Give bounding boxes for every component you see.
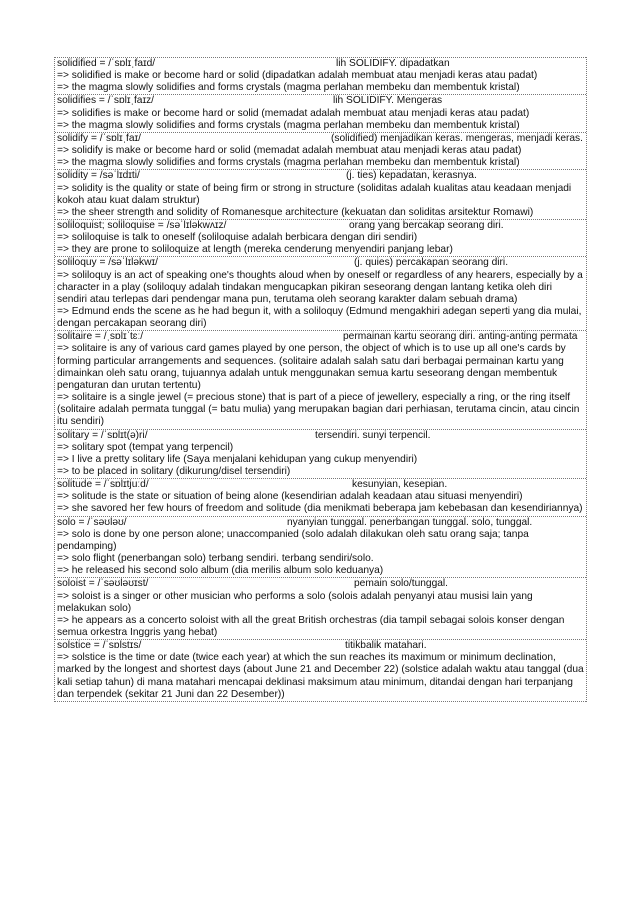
entry-translation: titikbalik matahari. (345, 640, 427, 652)
dictionary-entry (55, 220, 586, 257)
entry-example-line: => solitaire is a single jewel (= precious stone) that is part of a piece of jewellery, especially a ring, or the ring itself (solitaire adalah permata tunggal (= batu mulia) yang merupakan bagian dari perhiasan, terutama cincin, atau cincin itu sendiri) (57, 392, 580, 428)
dictionary-entry (55, 331, 586, 429)
entry-header (57, 220, 584, 232)
entry-headword: solidity = /səˈlɪdɪti/ (57, 170, 140, 182)
entry-translation: lih SOLIDIFY. dipadatkan (336, 58, 450, 69)
entry-headword: soloist = /ˈsəʊləʊɪst/ (57, 578, 149, 590)
entry-example-line: => the magma slowly solidifies and forms crystals (magma perlahan membeku dan membentuk kristal) (57, 82, 520, 94)
entry-example-line: => she savored her few hours of freedom and solitude (dia menikmati beberapa jam kebebasan dan kesendiriannya) (57, 503, 583, 515)
dictionary-entry (55, 640, 586, 702)
entry-example-line: => I live a pretty solitary life (Saya menjalani kehidupan yang cukup menyendiri) (57, 453, 418, 465)
entry-example-line: => the magma slowly solidifies and forms crystals (magma perlahan membeku dan membentuk kristal) (57, 157, 520, 169)
entry-header (57, 170, 584, 182)
entry-example-line: => soliloquise is talk to oneself (soliloquise adalah berbicara dengan diri sendiri) (57, 232, 418, 244)
entry-header (57, 257, 584, 269)
entry-header (57, 58, 584, 70)
entry-example-line: => the sheer strength and solidity of Romanesque architecture (kekuatan dan soliditas arsitektur Romawi) (57, 206, 534, 218)
entry-headword: solstice = /ˈsɒlstɪs/ (57, 640, 142, 652)
dictionary-entry (55, 578, 586, 640)
entry-header (57, 517, 584, 529)
entry-example-line: => Edmund ends the scene as he had begun it, with a soliloquy (Edmund mengakhiri adegan seperti yang dia mulai, dengan percakapan seorang diri) (57, 306, 582, 330)
entry-translation: lih SOLIDIFY. Mengeras (333, 95, 443, 107)
entry-headword: solidify = /ˈsɒlɪˌfaɪ/ (57, 132, 141, 144)
entry-example-line: => the magma slowly solidifies and forms crystals (magma perlahan membeku dan membentuk kristal) (57, 119, 520, 131)
dictionary-document (54, 57, 587, 702)
entry-example-line: => solstice is the time or date (twice each year) at which the sun reaches its maximum or minimum declination, marked by the longest and shortest days (about June 21 and December 22) (solstice adalah waktu atau tanggal (dua kali setiap tahun) di mana matahari mencapai deklinasi maksimum atau minimum, ditandai dengan hari terpanjang dan terpendek (sekitar 21 Juni dan 22 Desember)) (57, 652, 584, 700)
entry-example-line: => solo is done by one person alone; unaccompanied (solo adalah dilakukan oleh satu orang saja; tanpa pendamping) (57, 528, 529, 552)
entry-header (57, 430, 584, 442)
entry-translation: (solidified) menjadikan keras. mengeras, menjadi keras. (331, 132, 583, 144)
entry-headword: solitude = /ˈsɒlɪtjuːd/ (57, 479, 149, 491)
entry-example-line: => solidify is make or become hard or solid (memadat adalah membuat atau menjadi keras atau padat) (57, 145, 522, 157)
entry-example-line: => solidifies is make or become hard or solid (memadat adalah membuat atau menjadi keras atau padat) (57, 107, 530, 119)
entry-translation: kesunyian, kesepian. (352, 479, 448, 491)
entry-example-line: => he appears as a concerto soloist with all the great British orchestras (dia tampil sebagai solois konser dengan semua orkestra Inggris yang hebat) (57, 614, 565, 639)
entry-example-line: => to be placed in solitary (dikurung/disel tersendiri) (57, 466, 291, 478)
entry-example-line: => solitude is the state or situation of being alone (kesendirian adalah keadaan atau situasi menyendiri) (57, 491, 523, 503)
entry-example-line: => he released his second solo album (dia merilis album solo keduanya) (57, 565, 384, 577)
entry-header (57, 479, 584, 491)
entry-headword: solo = /ˈsəʊləʊ/ (57, 516, 127, 528)
entry-header (57, 95, 584, 107)
entry-header (57, 331, 584, 343)
entry-headword: soliloquist; soliloquise = /səˈlɪləkwʌɪz/ (57, 219, 227, 231)
entry-header (57, 578, 584, 590)
entry-example-line: => solo flight (penerbangan solo) terbang sendiri. terbang sendiri/solo. (57, 553, 374, 565)
dictionary-entry (55, 57, 586, 95)
entry-header (57, 640, 584, 652)
dictionary-entry (55, 170, 586, 220)
entry-translation: permainan kartu seorang diri. anting-anting permata (343, 331, 578, 343)
entry-translation: orang yang bercakap seorang diri. (349, 219, 504, 231)
entry-example-line: => soloist is a singer or other musician who performs a solo (solois adalah penyanyi atau musisi lain yang melakukan solo) (57, 590, 533, 614)
entry-example-line: => solitaire is any of various card games played by one person, the object of which is to use up all one's cards by forming particular arrangements and sequences. (solitaire adalah salah satu dari berbagai permainan kartu yang dimainkan oleh satu orang, tujuannya adalah untuk menggunakan semua kartu seseorang dengan membentuk pengaturan dan urutan tertentu) (57, 343, 566, 391)
entry-headword: solidifies = /ˈsɒlɪˌfaɪz/ (57, 95, 154, 107)
entry-translation: pemain solo/tunggal. (354, 578, 449, 590)
entry-headword: solitaire = /ˌsɒlɪˈtɛː/ (57, 331, 144, 343)
dictionary-entry (55, 517, 586, 579)
entry-headword: soliloquy = /səˈlɪləkwɪ/ (57, 257, 158, 269)
entry-example-line: => solidified is make or become hard or solid (dipadatkan adalah membuat atau menjadi keras atau padat) (57, 70, 538, 82)
entry-translation: (j. ties) kepadatan, kerasnya. (346, 170, 477, 182)
dictionary-entry (55, 257, 586, 331)
dictionary-entry (55, 479, 586, 516)
entry-example-line: => soliloquy is an act of speaking one's thoughts aloud when by oneself or regardless of any hearers, especially by a character in a play (soliloquy adalah tindakan mengucapkan pikiran seseorang dengan lantang ketika oleh diri sendiri atau terlepas dari pendengar mana pun, terutama oleh seorang karakter dalam sebuah drama) (57, 269, 583, 305)
entry-translation: (j. quies) percakapan seorang diri. (354, 257, 509, 269)
entry-example-line: => they are prone to soliloquize at length (mereka cenderung menyendiri panjang lebar) (57, 244, 453, 256)
entry-translation: nyanyian tunggal. penerbangan tunggal. solo, tunggal. (287, 516, 533, 528)
entry-headword: solidified = /ˈsɒlɪˌfaɪd/ (57, 58, 156, 69)
dictionary-entry (55, 430, 586, 480)
entry-translation: tersendiri. sunyi terpencil. (315, 429, 431, 441)
dictionary-entry (55, 95, 586, 132)
entry-header (57, 133, 584, 145)
dictionary-entry (55, 133, 586, 170)
entry-headword: solitary = /ˈsɒlɪt(ə)ri/ (57, 429, 148, 441)
entry-example-line: => solitary spot (tempat yang terpencil) (57, 441, 234, 453)
entry-example-line: => solidity is the quality or state of being firm or strong in structure (soliditas adalah kualitas atau keadaan menjadi kokoh atau kuat dalam struktur) (57, 182, 572, 206)
